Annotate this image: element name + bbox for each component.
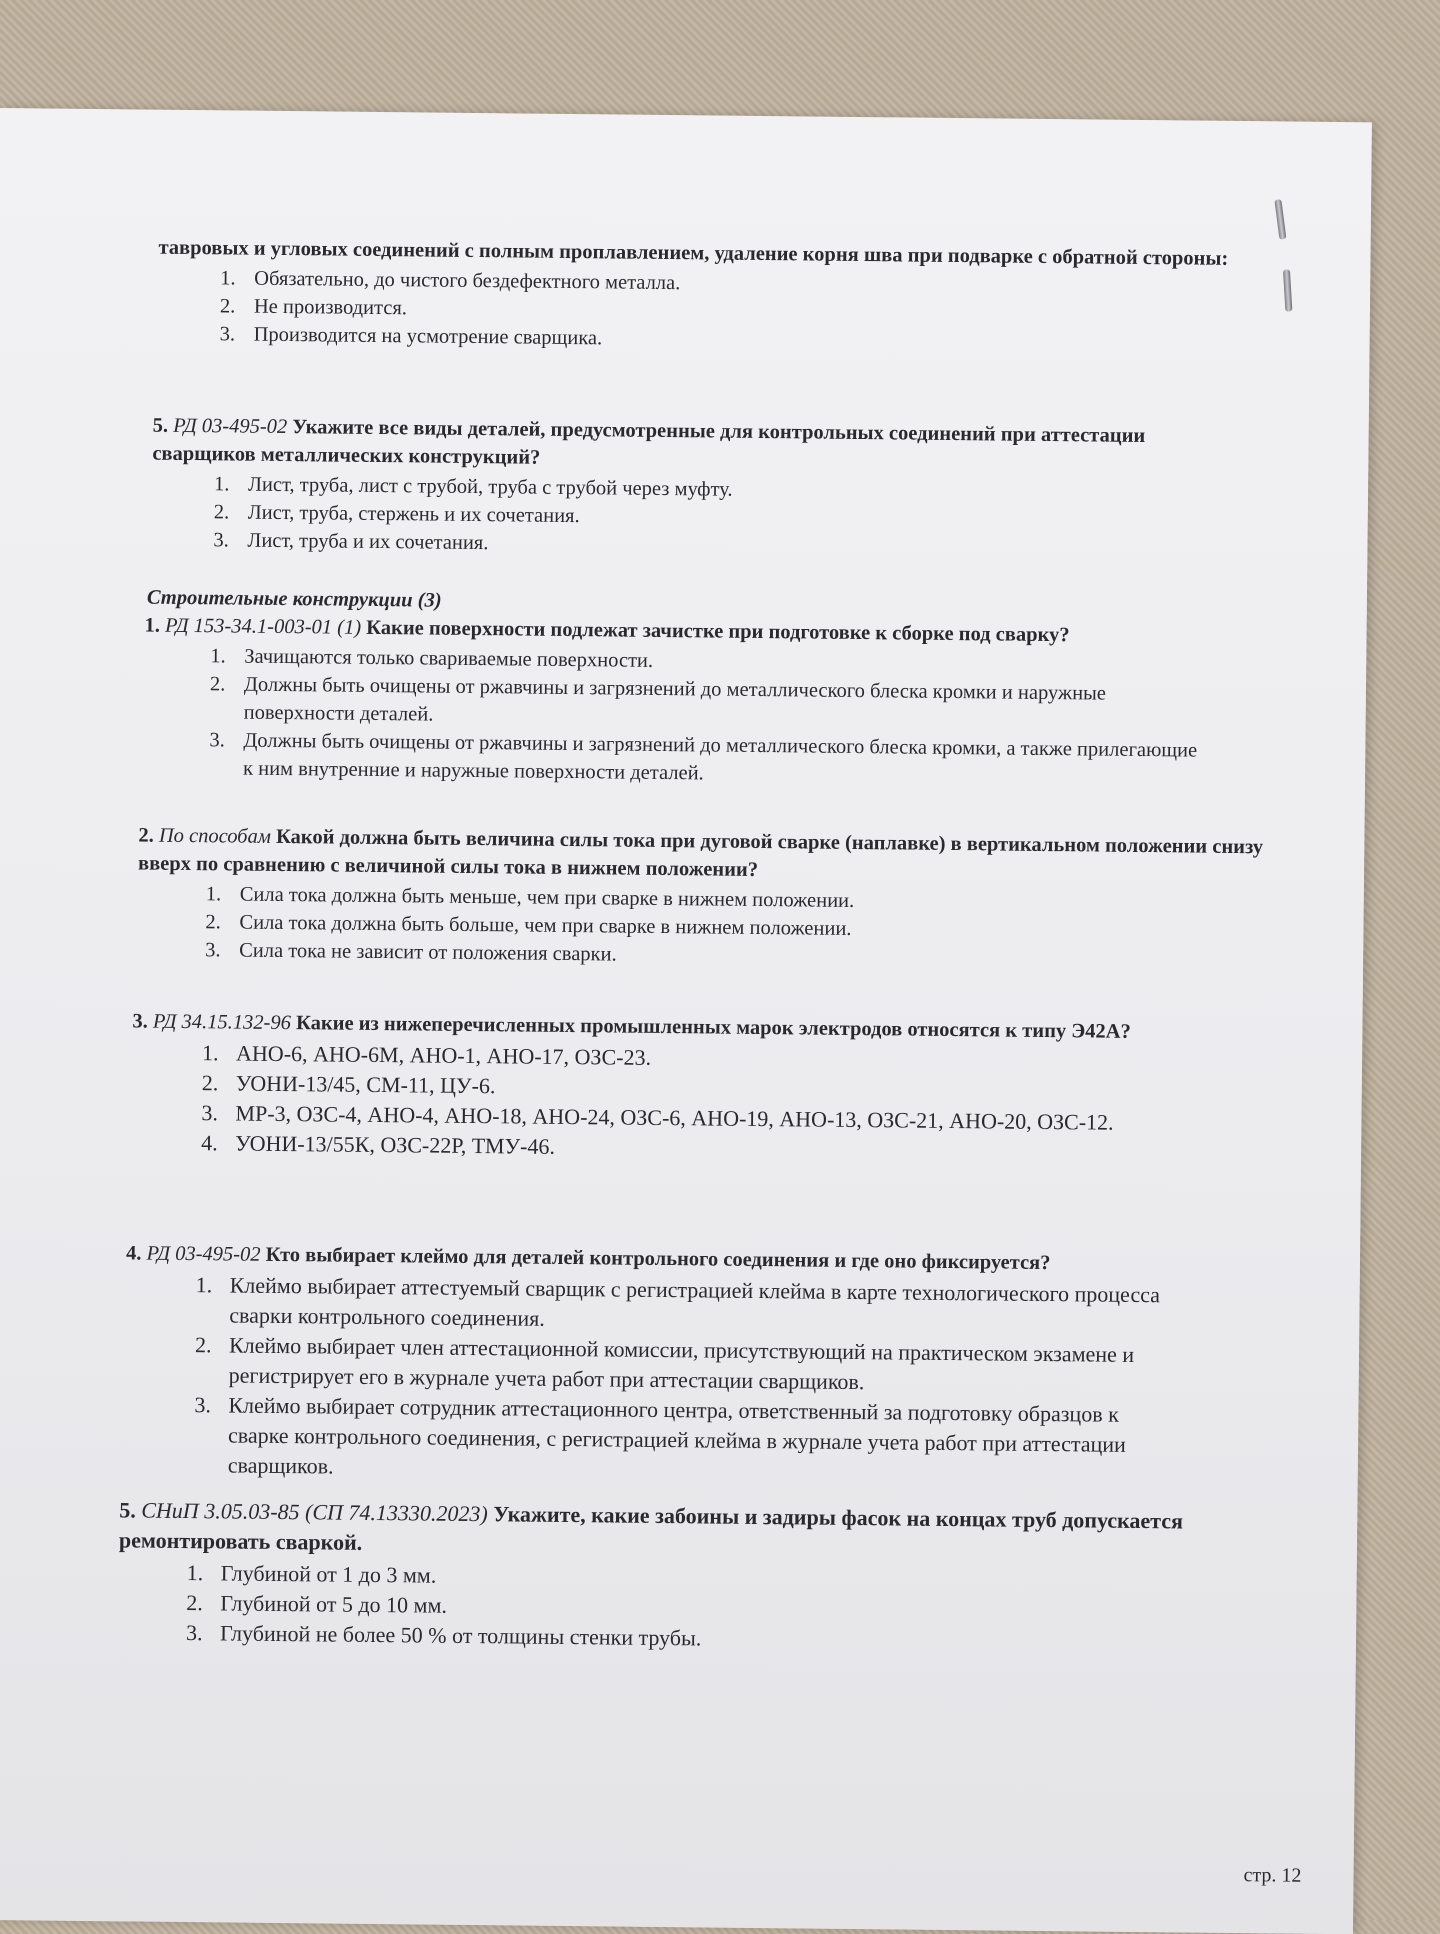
question-text bbox=[119, 1495, 1250, 1567]
option-number: 2. bbox=[205, 911, 221, 934]
question-block bbox=[124, 1239, 1286, 1491]
option-text: Глубиной от 1 до 3 мм. bbox=[220, 1560, 437, 1588]
answer-options bbox=[205, 880, 1268, 975]
question-body: Кто выбирает клеймо для деталей контрольного соединения и где оно фиксируется? bbox=[265, 1243, 1051, 1275]
option-number: 2. bbox=[213, 501, 230, 524]
answer-option bbox=[210, 670, 1211, 736]
option-number: 2. bbox=[219, 295, 236, 318]
question-reference: РД 03-495-02 bbox=[146, 1242, 261, 1266]
question-reference: РД 153-34.1-003-01 (1) bbox=[164, 614, 362, 639]
option-text: Должны быть очищены от ржавчины и загрязнений до металлического блеска кромки и наружные поверхности деталей. bbox=[243, 673, 1107, 726]
question-block bbox=[137, 821, 1268, 975]
question-body: Какой должна быть величина силы тока при дуговой сварке (наплавке) в вертикальном положении снизу вверх по сравнению с величиной силы тока в нижнем положении? bbox=[137, 825, 1264, 881]
answer-options bbox=[213, 470, 1232, 565]
option-text: Обязательно, до чистого бездефектного металла. bbox=[254, 267, 681, 295]
option-text: Не производится. bbox=[253, 295, 408, 320]
option-number: 4. bbox=[201, 1130, 218, 1156]
option-text: УОНИ-13/45, СМ-11, ЦУ-6. bbox=[235, 1070, 496, 1099]
question-reference: СНиП 3.05.03-85 (СП 74.13330.2023) bbox=[141, 1497, 488, 1527]
answer-option bbox=[195, 1270, 1176, 1340]
question-body: Укажите все виды деталей, предусмотренные для контрольных соединений при аттестации сварщиков металлических конструкций? bbox=[152, 416, 1146, 469]
option-number: 1. bbox=[201, 1040, 219, 1066]
option-number: 1. bbox=[220, 267, 236, 290]
option-number: 1. bbox=[205, 883, 222, 906]
question-reference: РД 34.15.132-96 bbox=[152, 1010, 292, 1035]
page-number: стр. 12 bbox=[1243, 1864, 1302, 1887]
page-content bbox=[0, 108, 1372, 1887]
option-text: Производится на усмотрение сварщика. bbox=[253, 323, 603, 350]
answer-options bbox=[194, 1270, 1176, 1490]
option-number: 3. bbox=[185, 1620, 203, 1646]
question-block bbox=[151, 412, 1232, 565]
option-number: 1. bbox=[210, 645, 226, 668]
option-text: Зачищаются только свариваемые поверхности. bbox=[244, 645, 654, 672]
question-number: 3. bbox=[132, 1010, 148, 1033]
question-body: Укажите, какие забоины и задиры фасок на концах труб допускается ремонтировать сваркой. bbox=[118, 1501, 1184, 1555]
answer-options bbox=[219, 264, 1238, 359]
option-number: 3. bbox=[201, 1100, 219, 1126]
question-reference: РД 03-495-02 bbox=[173, 414, 288, 439]
option-number: 3. bbox=[205, 939, 221, 962]
option-text: Глубиной не более 50 % от толщины стенки трубы. bbox=[219, 1620, 702, 1651]
option-text: Клеймо выбирает аттестуемый сварщик с регистрацией клейма в карте технологического процесса сварки контрольного соединения. bbox=[229, 1272, 1161, 1331]
section-title: Строительные конструкции (3) bbox=[146, 586, 442, 612]
option-text: Должны быть очищены от ржавчины и загрязнений до металлического блеска кромки, а также прилегающие к ним внутренние и наружные поверхности деталей. bbox=[242, 729, 1198, 785]
option-text: Лист, труба и их сочетания. bbox=[247, 529, 489, 555]
option-number: 1. bbox=[213, 473, 230, 496]
question-number: 4. bbox=[125, 1242, 142, 1265]
question-text: тавровых и угловых соединений с полным проплавлением, удаление корня шва при подварке с обратной стороны: bbox=[158, 236, 1229, 270]
option-number: 3. bbox=[209, 729, 225, 752]
option-text: Лист, труба, лист с трубой, труба с трубой через муфту. bbox=[247, 473, 733, 501]
answer-options bbox=[201, 1038, 1182, 1168]
question-body: Какие из нижеперечисленных промышленных марок электродов относятся к типу Э42А? bbox=[295, 1012, 1131, 1043]
answer-option bbox=[194, 1390, 1175, 1490]
option-text: Лист, труба, стержень и их сочетания. bbox=[247, 501, 580, 528]
option-number: 2. bbox=[201, 1070, 219, 1096]
option-text: Клеймо выбирает член аттестационной комиссии, присутствующий на практическом экзамене и регистрирует его в журнале учета работ при аттестации сварщиков. bbox=[228, 1332, 1135, 1395]
option-text: Сила тока должна быть меньше, чем при сварке в нижнем положении. bbox=[239, 883, 855, 912]
question-number: 1. bbox=[144, 614, 161, 637]
option-number: 2. bbox=[186, 1590, 203, 1616]
option-number: 3. bbox=[219, 323, 236, 346]
question-block bbox=[157, 234, 1238, 359]
question-block bbox=[118, 1495, 1250, 1659]
answer-option bbox=[195, 1330, 1176, 1400]
option-text: УОНИ-13/55К, ОЗС-22Р, ТМУ-46. bbox=[235, 1130, 556, 1159]
staple-icon bbox=[1274, 199, 1286, 240]
option-number: 2. bbox=[194, 1332, 212, 1358]
option-text: Клеймо выбирает сотрудник аттестационного центра, ответственный за подготовку образцов к сварке контрольного соединения, с регистрацией клейма в журнале учета работ при аттестации сварщиков. bbox=[227, 1392, 1127, 1479]
question-block bbox=[143, 612, 1295, 794]
option-text: Сила тока не зависит от положения сварки. bbox=[239, 939, 617, 966]
option-text: Сила тока должна быть больше, чем при сварке в нижнем положении. bbox=[239, 911, 852, 940]
answer-options bbox=[186, 1558, 1249, 1659]
option-number: 1. bbox=[195, 1272, 213, 1298]
option-text: МР-3, ОЗС-4, АНО-4, АНО-18, АНО-24, ОЗС-6, АНО-19, АНО-13, ОЗС-21, АНО-20, ОЗС-12. bbox=[235, 1100, 1114, 1135]
question-number: 2. bbox=[138, 824, 154, 847]
question-reference: По способам bbox=[158, 824, 271, 848]
question-text bbox=[138, 821, 1269, 889]
staple-icon bbox=[1283, 269, 1292, 311]
option-number: 1. bbox=[186, 1560, 204, 1586]
option-text: Глубиной от 5 до 10 мм. bbox=[220, 1590, 448, 1618]
option-number: 2. bbox=[209, 673, 226, 696]
question-block bbox=[131, 1007, 1283, 1169]
answer-options bbox=[209, 642, 1210, 792]
option-text: АНО-6, АНО-6М, АНО-1, АНО-17, ОЗС-23. bbox=[235, 1040, 652, 1070]
option-number: 3. bbox=[194, 1392, 212, 1418]
question-text bbox=[152, 412, 1233, 479]
question-number: 5. bbox=[152, 414, 169, 437]
question-number: 5. bbox=[119, 1497, 136, 1523]
question-body: Какие поверхности подлежат зачистке при подготовке к сборке под сварку? bbox=[366, 616, 1070, 647]
option-number: 3. bbox=[213, 529, 229, 552]
answer-option bbox=[209, 726, 1210, 792]
document-page bbox=[0, 108, 1372, 1934]
